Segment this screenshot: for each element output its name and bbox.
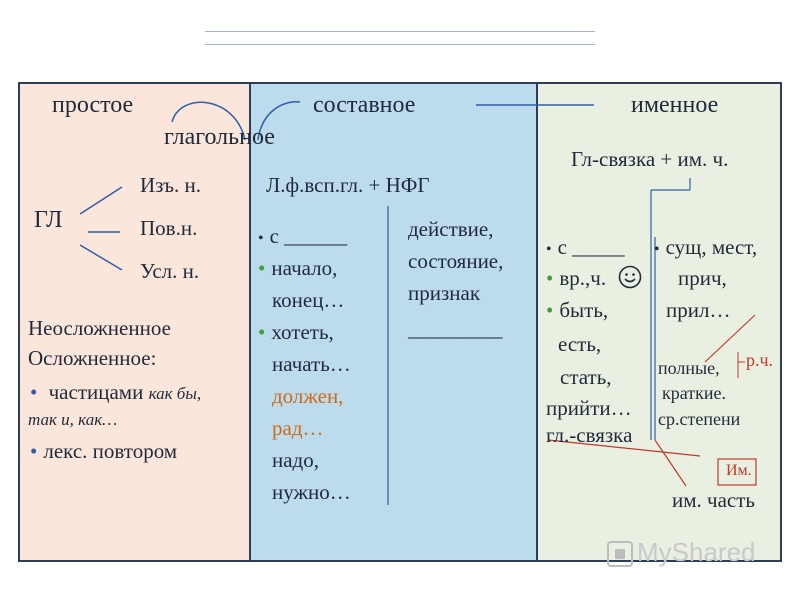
compound-need: надо, — [272, 448, 319, 472]
mood-conditional: Усл. н. — [140, 259, 200, 283]
nominal-short: краткие. — [662, 383, 727, 403]
nominal-come: прийти… — [546, 396, 632, 420]
nominal-formula: Гл-связка + им. ч. — [571, 147, 729, 171]
compound-must: должен, — [272, 384, 344, 408]
watermark-text: MyShared — [637, 537, 756, 567]
heading-nominal: именное — [631, 92, 719, 118]
type-uncomplicated: Неосложненное — [28, 316, 171, 340]
compound-begin: начать… — [272, 352, 351, 376]
compound-necessary: нужно… — [272, 480, 351, 504]
mood-indicative: Изъ. н. — [140, 173, 201, 197]
watermark — [607, 537, 756, 568]
nominal-rch: р.ч. — [746, 350, 774, 370]
compound-blank: _________ — [408, 317, 503, 341]
compound-state: состояние, — [408, 249, 504, 273]
nominal-c: • с _____ — [546, 236, 625, 259]
compound-formula: Л.ф.всп.гл. + НФГ — [266, 173, 430, 197]
compound-end: конец… — [272, 288, 345, 312]
bullet-particles — [30, 381, 201, 404]
smiley-icon — [618, 265, 642, 289]
heading-compound: составное — [313, 92, 416, 118]
mood-imperative: Пов.н. — [140, 216, 198, 240]
particles-examples: как бы, — [148, 384, 202, 403]
compound-c: • с ______ — [258, 225, 347, 248]
compound-action: действие, — [408, 217, 494, 241]
nominal-tense-number: • вр.,ч. — [546, 267, 606, 290]
nominal-participle: прич, — [678, 266, 727, 290]
root-gl: ГЛ — [34, 207, 63, 233]
particles-examples-2: так и, как… — [28, 410, 118, 429]
particles-label: частицами — [48, 380, 144, 404]
watermark-logo-icon — [607, 541, 633, 567]
type-complicated: Осложненное: — [28, 346, 157, 370]
compound-glad: рад… — [272, 416, 324, 440]
nominal-is: есть, — [558, 332, 602, 356]
nominal-nominal-part: им. часть — [672, 488, 755, 512]
compound-want: • хотеть, — [258, 321, 334, 344]
nominal-full: полные, — [658, 358, 720, 378]
compound-sign: признак — [408, 281, 481, 305]
nominal-be: • быть, — [546, 299, 608, 322]
nominal-noun-pron: • сущ, мест, — [654, 236, 757, 259]
nominal-im-box: Им. — [726, 462, 752, 479]
heading-verbal: глагольное — [164, 124, 275, 150]
nominal-link-verb: гл.-связка — [546, 423, 633, 447]
heading-simple: простое — [52, 92, 134, 118]
nominal-adjective: прил… — [666, 298, 731, 322]
compound-start: • начало, — [258, 257, 337, 280]
nominal-become: стать, — [560, 365, 612, 389]
bullet-lexical-repeat: • лекс. повтором — [30, 440, 177, 463]
nominal-degrees: ср.степени — [658, 409, 741, 429]
